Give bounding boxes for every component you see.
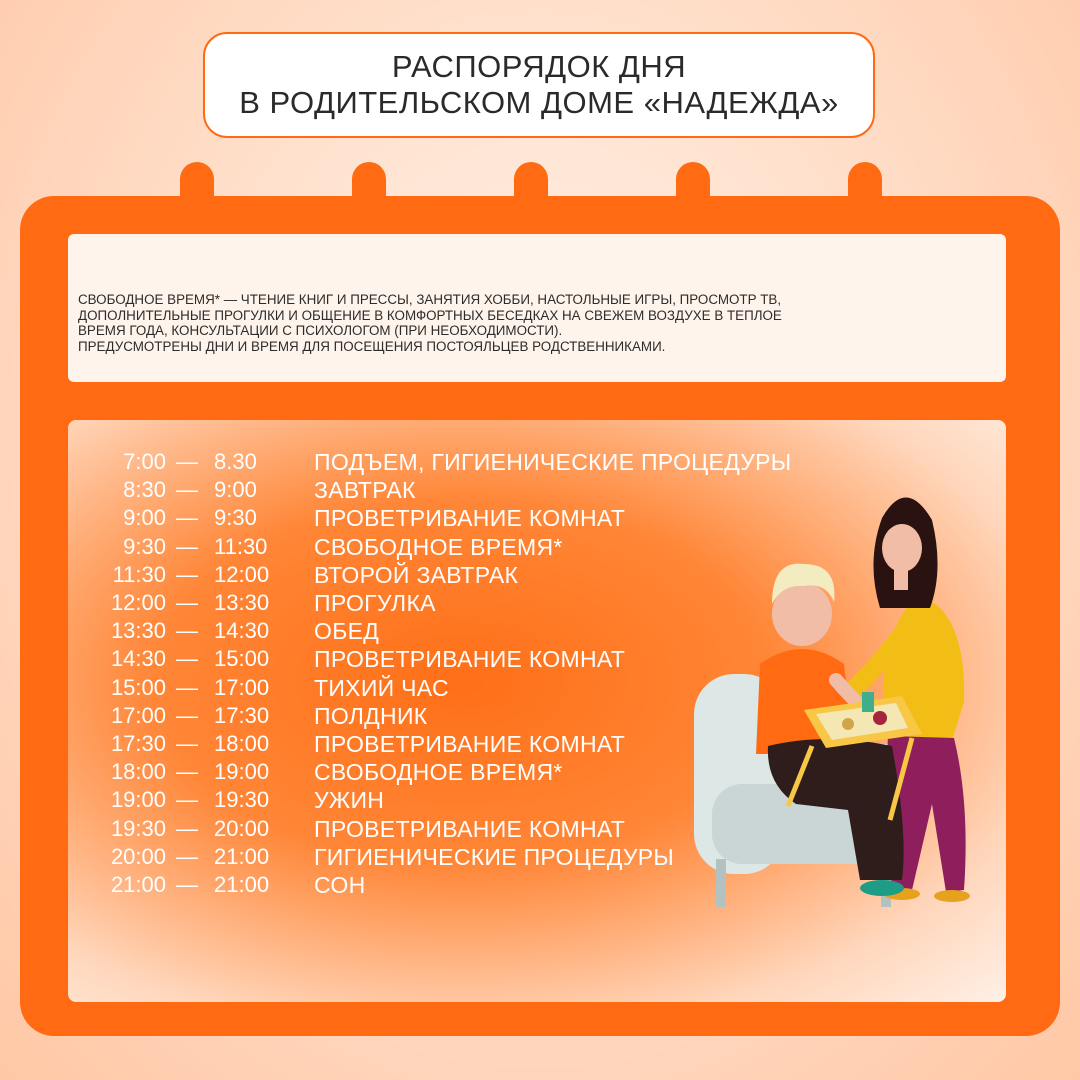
schedule-dash: — [176, 477, 198, 503]
schedule-end-time: 17:00 [214, 674, 270, 700]
schedule-activity: ЗАВТРАК [314, 477, 416, 504]
schedule-activity: ГИГИЕНИЧЕСКИЕ ПРОЦЕДУРЫ [314, 843, 675, 870]
schedule-start-time: 17:00 [110, 702, 166, 728]
schedule-activity: ПРОВЕТРИВАНИЕ КОМНАТ [314, 731, 626, 757]
schedule-start-time: 18:00 [110, 759, 166, 785]
schedule-start-time: 12:00 [110, 590, 166, 615]
schedule-dash: — [176, 843, 198, 869]
schedule-start-time: 13:30 [110, 618, 166, 644]
schedule-activity: ПОДЪЕМ, ГИГИЕНИЧЕСКИЕ ПРОЦЕДУРЫ [314, 449, 792, 475]
note-line: СВОБОДНОЕ ВРЕМЯ* — ЧТЕНИЕ КНИГ И ПРЕССЫ, ЗАНЯТИЯ ХОББИ, НАСТОЛЬНЫЕ ИГРЫ, ПРОСМОТР ТВ, [78, 292, 782, 307]
schedule-activity: ОБЕД [314, 618, 380, 645]
schedule-dash: — [176, 674, 198, 700]
calendar-ring-icon [514, 162, 548, 234]
schedule-end-time: 18:00 [214, 731, 270, 756]
title-line-2: В РОДИТЕЛЬСКОМ ДОМЕ «НАДЕЖДА» [239, 85, 839, 120]
calendar-ring-icon [676, 162, 710, 234]
schedule-activity: ПРОВЕТРИВАНИЕ КОМНАТ [314, 815, 626, 842]
schedule-start-time: 21:00 [110, 872, 166, 897]
schedule-end-time: 12:00 [214, 561, 270, 587]
schedule-panel [68, 420, 1006, 1002]
calendar-ring-icon [848, 162, 882, 234]
schedule-dash: — [176, 561, 198, 587]
schedule-start-time: 14:30 [110, 646, 166, 672]
schedule-start-time: 20:00 [110, 843, 166, 869]
schedule-activity: СОН [314, 872, 366, 898]
title-box [203, 32, 875, 138]
schedule-end-time: 20:00 [214, 815, 270, 841]
note-panel [68, 234, 1006, 382]
schedule-end-time: 14:30 [214, 618, 270, 644]
schedule-start-time: 9:00 [123, 505, 166, 531]
schedule-start-time: 17:30 [110, 731, 166, 756]
schedule-start-time: 19:30 [110, 815, 166, 841]
schedule-activity: СВОБОДНОЕ ВРЕМЯ* [314, 759, 563, 786]
schedule-end-time: 15:00 [214, 646, 270, 672]
schedule-dash: — [176, 505, 198, 531]
schedule-dash: — [176, 787, 198, 813]
title-line-1: РАСПОРЯДОК ДНЯ [391, 49, 687, 84]
schedule-activity: УЖИН [314, 787, 385, 814]
schedule-start-time: 7:00 [123, 449, 166, 474]
caregiver-with-elderly-woman-illustration [676, 484, 996, 924]
schedule-dash: — [176, 590, 198, 615]
schedule-activity: СВОБОДНОЕ ВРЕМЯ* [314, 533, 563, 560]
schedule-end-time: 8.30 [214, 449, 257, 474]
schedule-end-time: 21:00 [214, 843, 270, 869]
schedule-activity: ПРОВЕТРИВАНИЕ КОМНАТ [314, 646, 626, 673]
schedule-activity: ПРОГУЛКА [314, 590, 436, 616]
schedule-end-time: 9:30 [214, 505, 257, 531]
schedule-end-time: 21:00 [214, 872, 270, 897]
schedule-activity: ПОЛДНИК [314, 702, 428, 729]
schedule-dash: — [176, 815, 198, 841]
schedule-end-time: 11:30 [214, 533, 268, 559]
schedule-dash: — [176, 702, 198, 728]
schedule-end-time: 17:30 [214, 702, 270, 728]
calendar-ring-icon [180, 162, 214, 234]
schedule-end-time: 9:00 [214, 477, 257, 503]
schedule-activity: ВТОРОЙ ЗАВТРАК [314, 561, 519, 588]
schedule-start-time: 15:00 [110, 674, 166, 700]
schedule-activity: ПРОВЕТРИВАНИЕ КОМНАТ [314, 505, 626, 532]
calendar-ring-icon [352, 162, 386, 234]
note-line: ДОПОЛНИТЕЛЬНЫЕ ПРОГУЛКИ И ОБЩЕНИЕ В КОМФОРТНЫХ БЕСЕДКАХ НА СВЕЖЕМ ВОЗДУХЕ В ТЕПЛОЕ [78, 307, 782, 323]
schedule-start-time: 9:30 [123, 533, 166, 559]
schedule-end-time: 19:30 [214, 787, 270, 813]
schedule-end-time: 13:30 [214, 590, 270, 615]
schedule-dash: — [176, 618, 198, 644]
free-time-note [78, 292, 998, 354]
schedule-dash: — [176, 533, 198, 559]
schedule-activity: ТИХИЙ ЧАС [314, 674, 449, 701]
schedule-dash: — [176, 646, 198, 672]
schedule-dash: — [176, 759, 198, 785]
note-line: ВРЕМЯ ГОДА, КОНСУЛЬТАЦИИ С ПСИХОЛОГОМ (ПРИ НЕОБХОДИМОСТИ). [78, 323, 563, 338]
note-line: ПРЕДУСМОТРЕНЫ ДНИ И ВРЕМЯ ДЛЯ ПОСЕЩЕНИЯ ПОСТОЯЛЬЦЕВ РОДСТВЕННИКАМИ. [78, 338, 666, 354]
schedule-start-time: 8:30 [123, 477, 166, 503]
schedule-dash: — [176, 731, 198, 756]
schedule-dash: — [176, 872, 198, 897]
schedule-end-time: 19:00 [214, 759, 270, 785]
schedule-start-time: 19:00 [110, 787, 166, 813]
schedule-start-time: 11:30 [112, 561, 166, 587]
schedule-row [68, 448, 998, 476]
schedule-dash: — [176, 449, 198, 474]
